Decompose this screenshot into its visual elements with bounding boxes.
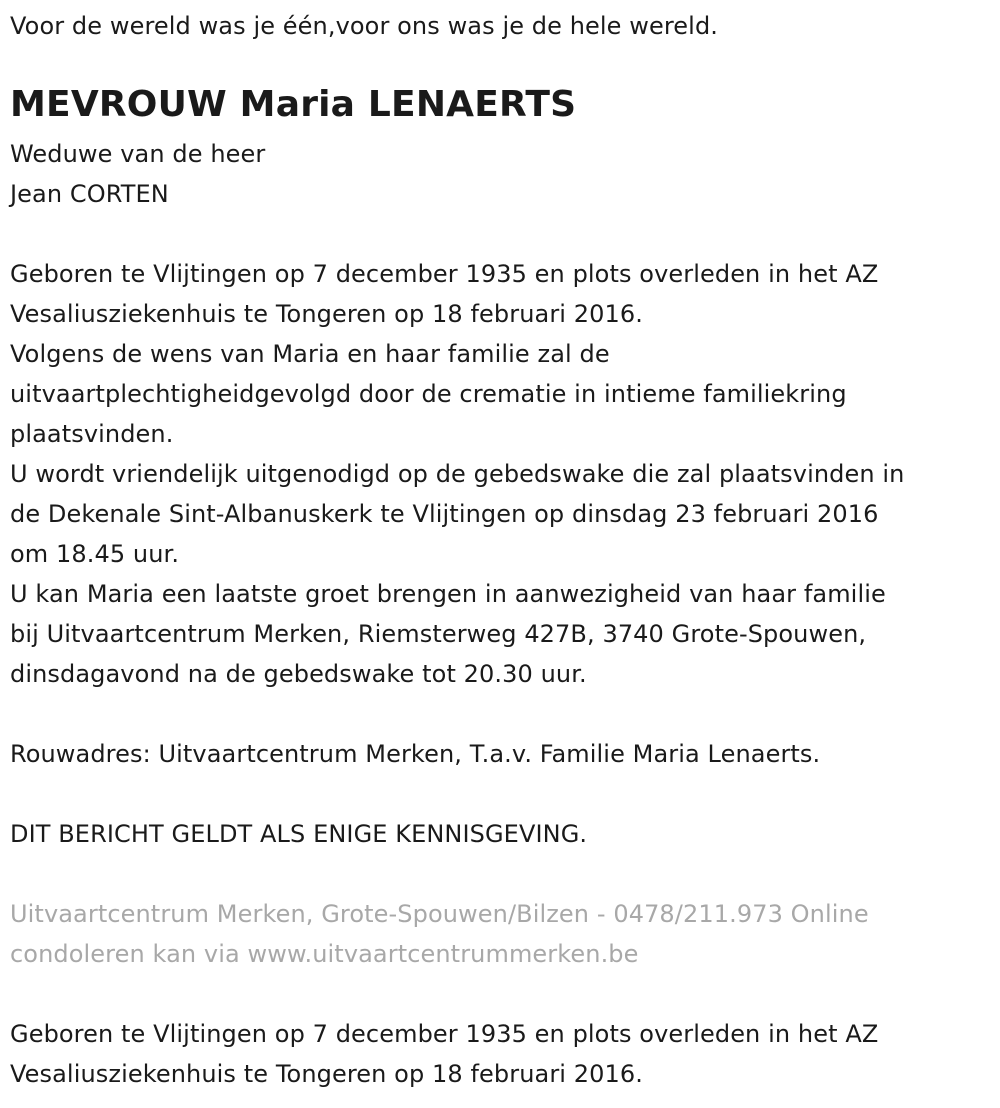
repeat-line: Geboren te Vlijtingen op 7 december 1935 en plots overleden in het AZ (10, 1020, 879, 1048)
body-line: om 18.45 uur. (10, 540, 180, 568)
repeated-birth-death-info (10, 1014, 878, 1094)
body-line: Vesaliusziekenhuis te Tongeren op 18 februari 2016. (10, 300, 644, 328)
body-line: Geboren te Vlijtingen op 7 december 1935 en plots overleden in het AZ (10, 260, 879, 288)
body-line: U kan Maria een laatste groet brengen in aanwezigheid van haar familie (10, 580, 886, 608)
body-line: de Dekenale Sint-Albanuskerk te Vlijtingen op dinsdag 23 februari 2016 (10, 500, 879, 528)
footer-line: Uitvaartcentrum Merken, Grote-Spouwen/Bilzen - 0478/211.973 Online (10, 900, 869, 928)
repeat-line: Vesaliusziekenhuis te Tongeren op 18 februari 2016. (10, 1060, 644, 1088)
widow-line: Weduwe van de heer (10, 140, 266, 168)
body-line: plaatsvinden. (10, 420, 174, 448)
obituary-body (10, 254, 904, 694)
notice-statement: DIT BERICHT GELDT ALS ENIGE KENNISGEVING. (10, 820, 588, 848)
spouse-name: Jean CORTEN (10, 180, 169, 208)
footer-line: condoleren kan via www.uitvaartcentrummerken.be (10, 940, 639, 968)
body-line: uitvaartplechtigheidgevolgd door de crematie in intieme familiekring (10, 380, 847, 408)
body-line: dinsdagavond na de gebedswake tot 20.30 uur. (10, 660, 587, 688)
funeral-home-footer (10, 894, 869, 974)
memorial-quote: Voor de wereld was je één,voor ons was je de hele wereld. (10, 12, 719, 40)
body-line: U wordt vriendelijk uitgenodigd op de gebedswake die zal plaatsvinden in (10, 460, 905, 488)
mourning-address: Rouwadres: Uitvaartcentrum Merken, T.a.v. Familie Maria Lenaerts. (10, 740, 821, 768)
body-line: bij Uitvaartcentrum Merken, Riemsterweg 427B, 3740 Grote-Spouwen, (10, 620, 867, 648)
deceased-name: MEVROUW Maria LENAERTS (10, 84, 577, 125)
body-line: Volgens de wens van Maria en haar familie zal de (10, 340, 610, 368)
widow-info (10, 134, 265, 214)
